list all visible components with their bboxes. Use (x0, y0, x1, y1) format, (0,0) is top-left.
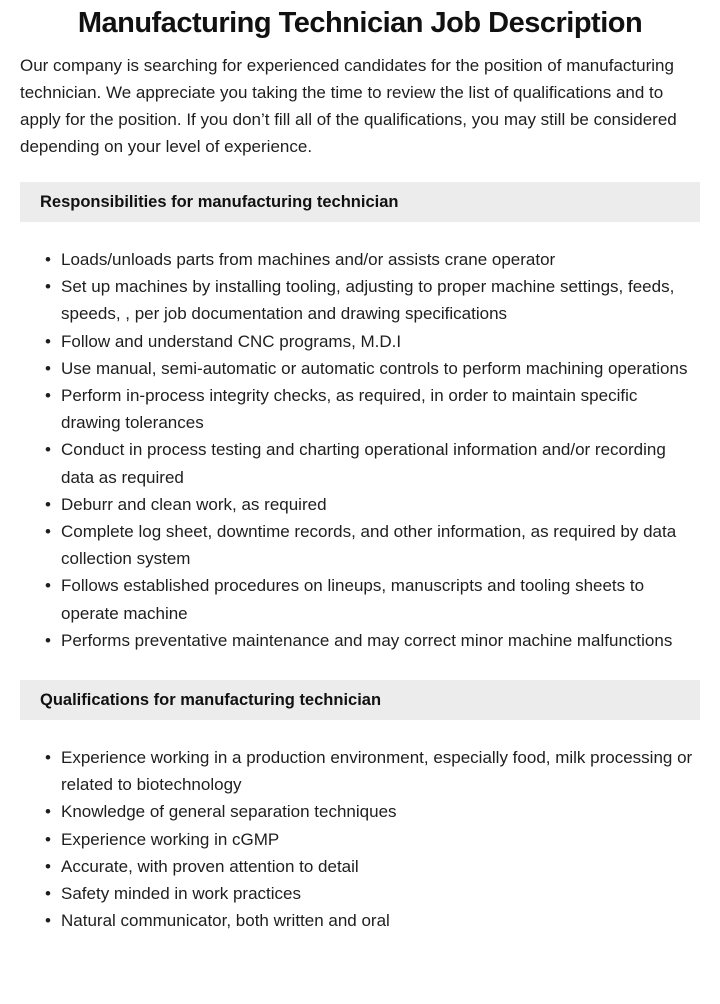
list-item: • Complete log sheet, downtime records, and other information, as required by data collection system (45, 518, 700, 572)
list-item: • Performs preventative maintenance and may correct minor machine malfunctions (45, 627, 700, 654)
list-item: • Accurate, with proven attention to detail (45, 853, 700, 880)
list-item: • Safety minded in work practices (45, 880, 700, 907)
section-qualifications (20, 680, 700, 934)
section-heading-text: Qualifications for manufacturing technician (40, 690, 382, 709)
list-item: • Natural communicator, both written and oral (45, 907, 700, 934)
list-item: • Experience working in a production environment, especially food, milk processing or related to biotechnology (45, 744, 700, 798)
list-item: • Perform in-process integrity checks, as required, in order to maintain specific drawing tolerances (45, 382, 700, 436)
section-heading-text: Responsibilities for manufacturing technician (40, 192, 399, 211)
section-heading (20, 182, 700, 222)
job-description-document (0, 4, 720, 934)
section-responsibilities (20, 182, 700, 654)
list-item: • Experience working in cGMP (45, 826, 700, 853)
list-item: • Follow and understand CNC programs, M.D.I (45, 328, 700, 355)
list-item: • Deburr and clean work, as required (45, 491, 700, 518)
list-item: • Loads/unloads parts from machines and/or assists crane operator (45, 246, 700, 273)
responsibilities-list (20, 246, 700, 654)
list-item: • Conduct in process testing and charting operational information and/or recording data as required (45, 436, 700, 490)
page-title: Manufacturing Technician Job Description (77, 7, 643, 39)
list-item: • Follows established procedures on lineups, manuscripts and tooling sheets to operate machine (45, 572, 700, 626)
sections-container (20, 182, 700, 934)
list-item: • Use manual, semi-automatic or automatic controls to perform machining operations (45, 355, 700, 382)
qualifications-list (20, 744, 700, 934)
section-heading (20, 680, 700, 720)
list-item: • Set up machines by installing tooling, adjusting to proper machine settings, feeds, speeds, , per job documentation and drawing specifications (45, 273, 700, 327)
list-item: • Knowledge of general separation techniques (45, 798, 700, 825)
intro-paragraph: Our company is searching for experienced candidates for the position of manufacturing technician. We appreciate you taking the time to review the list of qualifications and to apply for the position. If you don’t fill all of the qualifications, you may still be considered depending on your level of experience. (20, 56, 677, 156)
